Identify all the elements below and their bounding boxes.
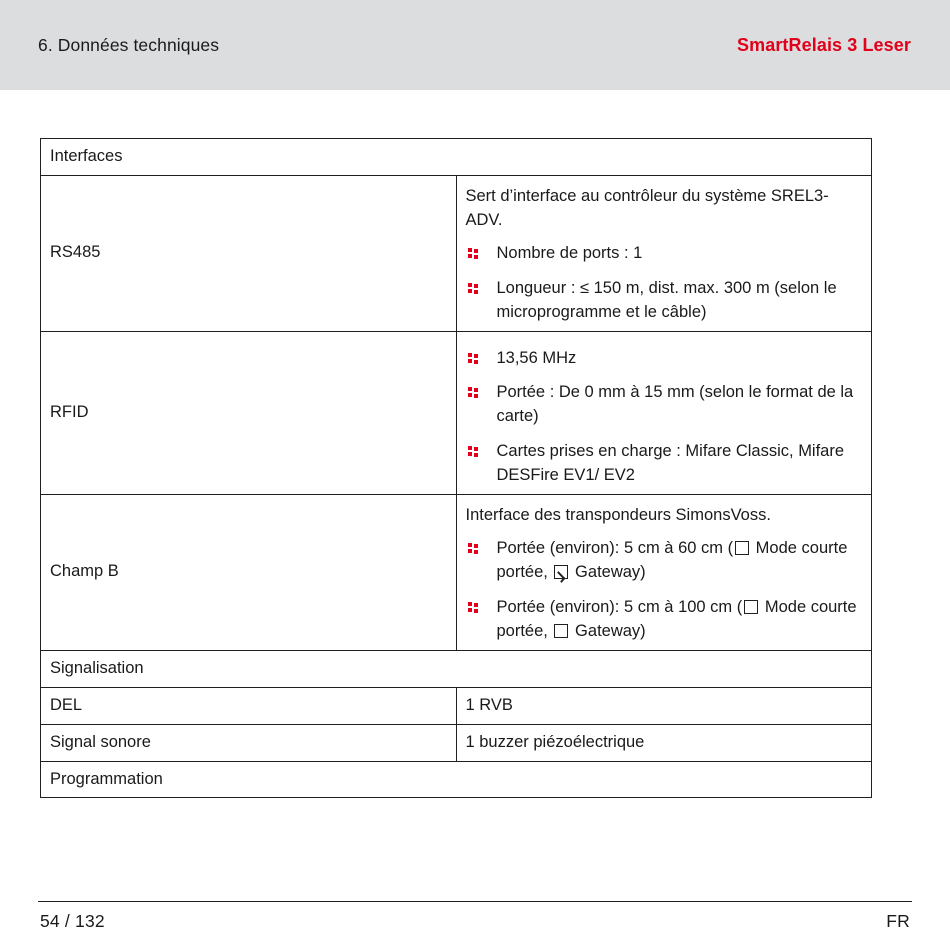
checkbox-short-range-mode-1[interactable] <box>735 541 749 555</box>
list-item <box>466 242 863 266</box>
checkbox-gateway-2[interactable] <box>554 624 568 638</box>
list-item-text-pre: Portée (environ): 5 cm à 60 cm ( <box>496 539 734 558</box>
row-label-rfid: RFID <box>41 331 457 495</box>
footer-divider <box>38 901 912 902</box>
list-item <box>466 277 863 325</box>
row-value-rs485 <box>456 175 872 331</box>
table-row <box>41 495 872 651</box>
list-item-text-post: Gateway) <box>570 562 646 581</box>
list-item-text-post: Gateway) <box>570 621 646 640</box>
page-number: 54 / 132 <box>40 911 105 931</box>
section-title: 6. Données techniques <box>38 34 220 55</box>
page-footer <box>38 901 912 932</box>
row-label-rs485: RS485 <box>41 175 457 331</box>
row-value-champ-b <box>456 495 872 651</box>
table-row <box>41 724 872 761</box>
list-item-text-pre: Portée (environ): 5 cm à 100 cm ( <box>496 597 743 616</box>
page-header <box>0 0 950 90</box>
four-square-bullet-icon <box>468 387 479 398</box>
table-row <box>41 331 872 495</box>
four-square-bullet-icon <box>468 353 479 364</box>
table-row <box>41 650 872 687</box>
product-name: SmartRelais 3 Leser <box>737 34 911 55</box>
list-item <box>466 596 863 644</box>
list-item-label: Cartes prises en charge : Mifare Classic, Mifare DESFire EV1/ EV2 <box>496 442 845 485</box>
row-label-del: DEL <box>41 687 457 724</box>
row-label-champ-b: Champ B <box>41 495 457 651</box>
list-item <box>466 347 863 371</box>
row-label-signal-sonore: Signal sonore <box>41 724 457 761</box>
four-square-bullet-icon <box>468 543 479 554</box>
list-item <box>466 381 863 429</box>
four-square-bullet-icon <box>468 248 479 259</box>
section-header-programmation: Programmation <box>41 761 872 798</box>
list-item <box>466 440 863 488</box>
list-item-text-mid: Mode courte portée, <box>496 539 848 581</box>
row-value-del: 1 RVB <box>456 687 872 724</box>
section-header-interfaces: Interfaces <box>41 139 872 176</box>
list-item-text-mid: Mode courte portée, <box>496 597 857 640</box>
rs485-bullet-list <box>466 242 863 325</box>
champ-b-intro: Interface des transpondeurs SimonsVoss. <box>465 506 771 525</box>
champ-b-bullet-list <box>466 537 863 644</box>
table-row <box>41 687 872 724</box>
checkbox-gateway-1[interactable] <box>554 565 568 579</box>
row-value-rfid <box>456 331 872 495</box>
four-square-bullet-icon <box>468 446 479 457</box>
table-row <box>41 761 872 798</box>
language-code: FR <box>886 911 910 931</box>
page-content <box>0 90 950 798</box>
table-row <box>41 139 872 176</box>
section-header-signalisation: Signalisation <box>41 650 872 687</box>
list-item-label: Portée : De 0 mm à 15 mm (selon le format de la carte) <box>496 383 854 426</box>
four-square-bullet-icon <box>468 602 479 613</box>
table-row <box>41 175 872 331</box>
four-square-bullet-icon <box>468 283 479 294</box>
technical-data-table <box>40 138 872 798</box>
rfid-bullet-list <box>466 347 863 489</box>
row-value-signal-sonore: 1 buzzer piézoélectrique <box>456 724 872 761</box>
rs485-intro: Sert d’interface au contrôleur du système SREL3-ADV. <box>465 186 829 229</box>
list-item-label: Nombre de ports : 1 <box>496 243 643 262</box>
list-item-label: Longueur : ≤ 150 m, dist. max. 300 m (selon le microprogramme et le câble) <box>496 278 837 321</box>
checkbox-short-range-mode-2[interactable] <box>744 600 758 614</box>
list-item <box>466 537 863 585</box>
list-item-label: 13,56 MHz <box>496 348 577 367</box>
